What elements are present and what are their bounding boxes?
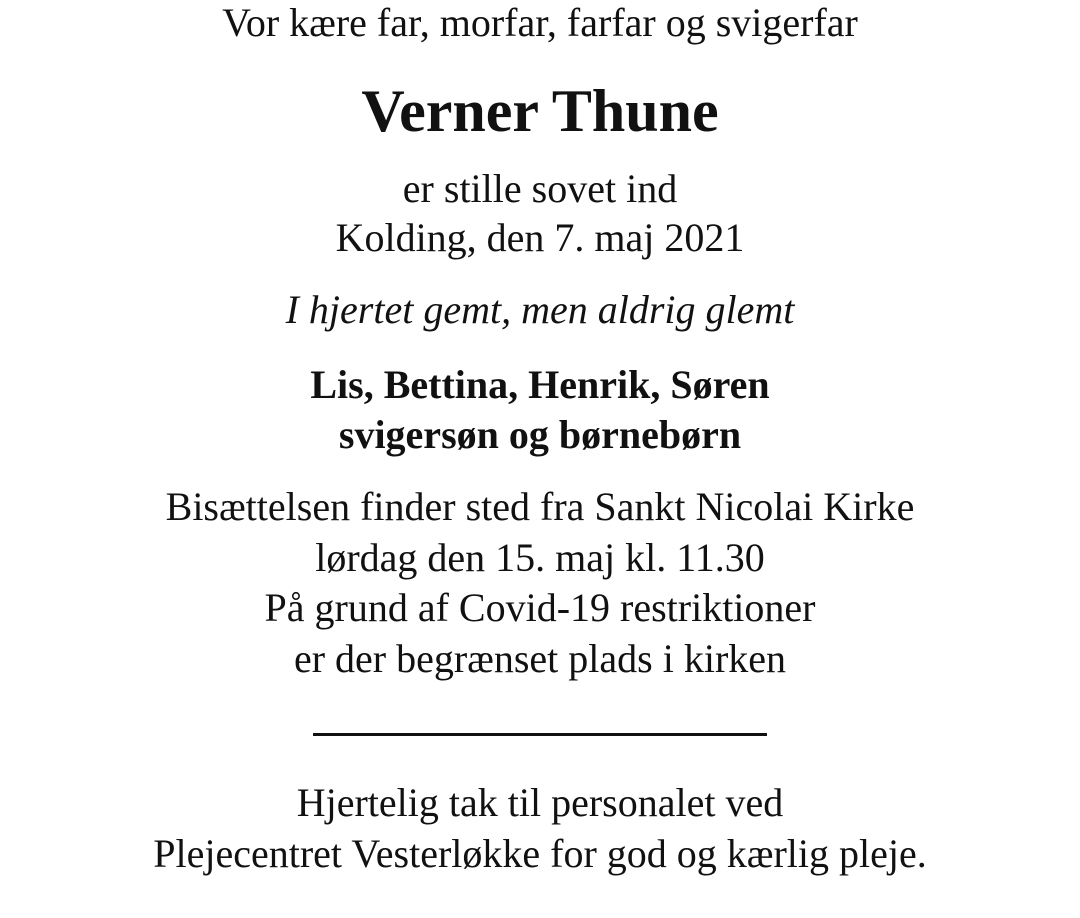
funeral-location: Bisættelsen finder sted fra Sankt Nicolai Kirke xyxy=(165,484,915,529)
passing-line: er stille sovet ind xyxy=(402,166,678,211)
covid-notice-line-1: På grund af Covid-19 restriktioner xyxy=(264,585,816,630)
family-names: Lis, Bettina, Henrik, Søren xyxy=(310,362,770,407)
deceased-name: Verner Thune xyxy=(361,78,719,144)
thanks-line-2: Plejecentret Vesterløkke for god og kærlig pleje. xyxy=(153,831,927,876)
memorial-motto: I hjertet gemt, men aldrig glemt xyxy=(285,287,795,332)
funeral-datetime: lørdag den 15. maj kl. 11.30 xyxy=(315,535,765,580)
place-date-line: Kolding, den 7. maj 2021 xyxy=(335,215,745,260)
intro-line: Vor kære far, morfar, farfar og svigerfar xyxy=(222,0,858,45)
thanks-line-1: Hjertelig tak til personalet ved xyxy=(296,780,784,825)
family-relations: svigersøn og børnebørn xyxy=(338,412,742,457)
covid-notice-line-2: er der begrænset plads i kirken xyxy=(293,636,787,681)
divider-line xyxy=(313,733,767,736)
